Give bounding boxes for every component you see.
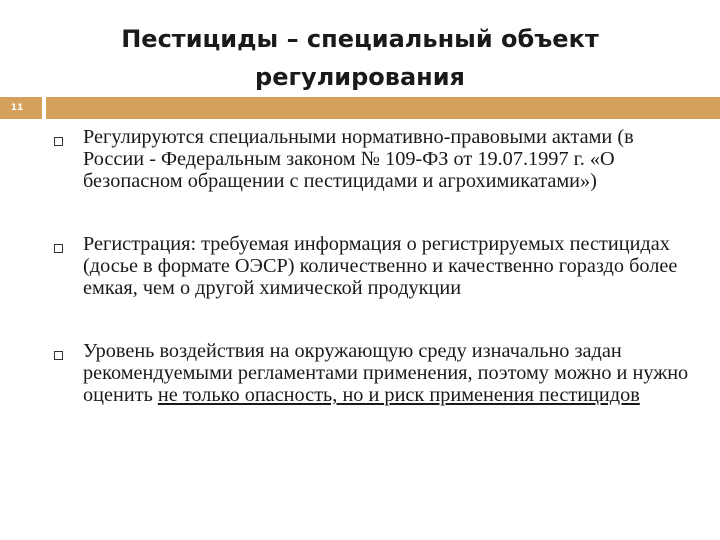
hollow-square-icon — [54, 351, 63, 360]
slide-title — [60, 20, 660, 96]
bullet-item — [50, 340, 690, 406]
bullet-text: Уровень воздействия на окружающую среду изначально задан рекомендуемыми регламентами применения, поэтому можно и нужно оценить — [83, 340, 689, 406]
hollow-square-icon — [54, 137, 63, 146]
page-number: 11 — [10, 103, 24, 113]
slide-title-line-1: Пестициды – специальный объект — [121, 25, 599, 53]
slide-title-line-2: регулирования — [255, 63, 465, 91]
bullet-text-underlined: не только опасность, но и риск применения пестицидов — [157, 384, 640, 406]
accent-bar-right — [46, 97, 720, 119]
bullet-item — [50, 233, 690, 299]
bullet-item — [50, 126, 690, 192]
bullet-text: Регистрация: требуемая информация о регистрируемых пестицидах (досье в формате ОЭСР) количественно и качественно гораздо более емкая, чем о другой химической продукции — [83, 233, 678, 299]
bullet-text: Регулируются специальными нормативно-правовыми актами (в России - Федеральным законом № 109-ФЗ от 19.07.1997 г. «О безопасном обращении с пестицидами и агрохимикатами») — [83, 126, 634, 192]
hollow-square-icon — [54, 244, 63, 253]
bullet-list — [50, 126, 690, 406]
